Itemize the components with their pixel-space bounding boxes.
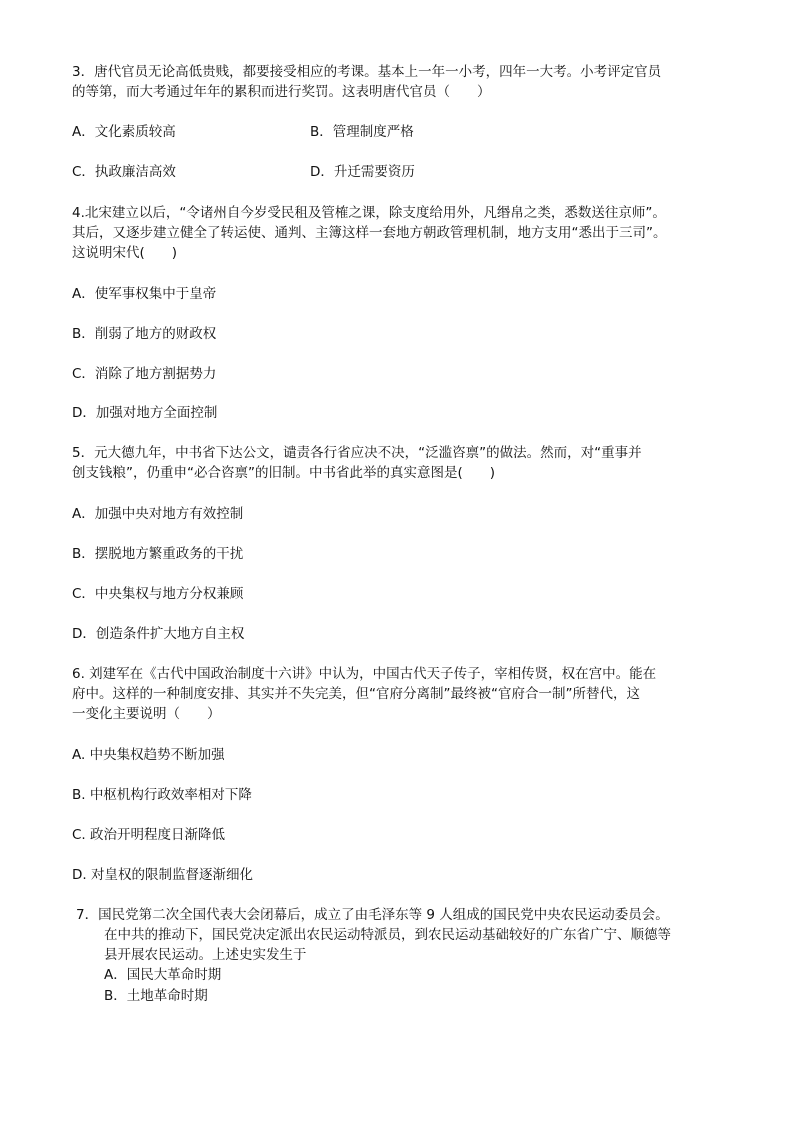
- option-d: D．升迁需要资历: [310, 164, 415, 180]
- option-b: B．削弱了地方的财政权: [72, 326, 217, 342]
- option-d: D. 对皇权的限制监督逐渐细化: [72, 867, 253, 883]
- stem-line: 4.北宋建立以后，“令诸州自今岁受民租及管榷之课，除支度给用外，凡缗帛之类，悉数送往京师”。: [72, 205, 666, 221]
- stem-line: 6. 刘建军在《古代中国政治制度十六讲》中认为，中国古代天子传子，宰相传贤，权在宫中。能在: [72, 666, 657, 682]
- stem-line: 3．唐代官员无论高低贵贱，都要接受相应的考课。基本上一年一小考，四年一大考。小考评定官员: [72, 64, 662, 80]
- question-stem: [72, 443, 732, 483]
- stem-line: 这说明宋代( ): [72, 245, 178, 261]
- option-a: A．文化素质较高: [72, 124, 176, 140]
- question-6: [72, 664, 732, 883]
- option-b: B．土地革命时期: [104, 988, 208, 1004]
- option-d: D．加强对地方全面控制: [72, 405, 218, 421]
- option-d: D．创造条件扩大地方自主权: [72, 626, 245, 642]
- option-c: C．消除了地方割据势力: [72, 366, 217, 382]
- stem-line: 县开展农民运动。上述史实发生于: [104, 947, 307, 963]
- option-c: C．执政廉洁高效: [72, 164, 176, 180]
- question-stem: [72, 664, 732, 724]
- question-4: [72, 203, 732, 421]
- question-7: [76, 905, 736, 1007]
- stem-line: 的等第，而大考通过年年的累积而进行奖罚。这表明唐代官员（ ）: [72, 84, 491, 100]
- option-a: A．加强中央对地方有效控制: [72, 506, 244, 522]
- stem-line: 府中。这样的一种制度安排、其实并不失完美，但“官府分离制”最终被“官府合一制”所替代，这: [72, 686, 640, 702]
- option-c: C. 政治开明程度日渐降低: [72, 827, 226, 843]
- question-5: [72, 443, 732, 642]
- option-b: B．摆脱地方繁重政务的干扰: [72, 546, 244, 562]
- stem-line: 创支钱粮”，仍重申“必合咨禀”的旧制。中书省此举的真实意图是( ): [72, 465, 496, 481]
- option-b: B. 中枢机构行政效率相对下降: [72, 787, 252, 803]
- question-stem: [76, 905, 736, 965]
- stem-line: 其后，又逐步建立健全了转运使、通判、主簿这样一套地方朝政管理机制，地方支用“悉出于三司”。: [72, 225, 667, 241]
- stem-line: 5．元大德九年，中书省下达公文，谴责各行省应决不决，“泛滥咨禀”的做法。然而，对“重事并: [72, 445, 642, 461]
- stem-line: 一变化主要说明（ ）: [72, 706, 221, 722]
- option-c: C．中央集权与地方分权兼顾: [72, 586, 244, 602]
- option-b: B．管理制度严格: [310, 124, 414, 140]
- option-a: A．国民大革命时期: [104, 967, 222, 983]
- question-stem: [72, 203, 732, 263]
- question-stem: [72, 62, 732, 102]
- option-a: A. 中央集权趋势不断加强: [72, 747, 225, 763]
- option-a: A．使军事权集中于皇帝: [72, 286, 217, 302]
- stem-line: 在中共的推动下，国民党决定派出农民运动特派员，到农民运动基础较好的广东省广宁、顺德等: [104, 927, 671, 943]
- question-3: [72, 62, 732, 180]
- stem-line: 7．国民党第二次全国代表大会闭幕后，成立了由毛泽东等 9 人组成的国民党中央农民运动委员会。: [76, 907, 669, 923]
